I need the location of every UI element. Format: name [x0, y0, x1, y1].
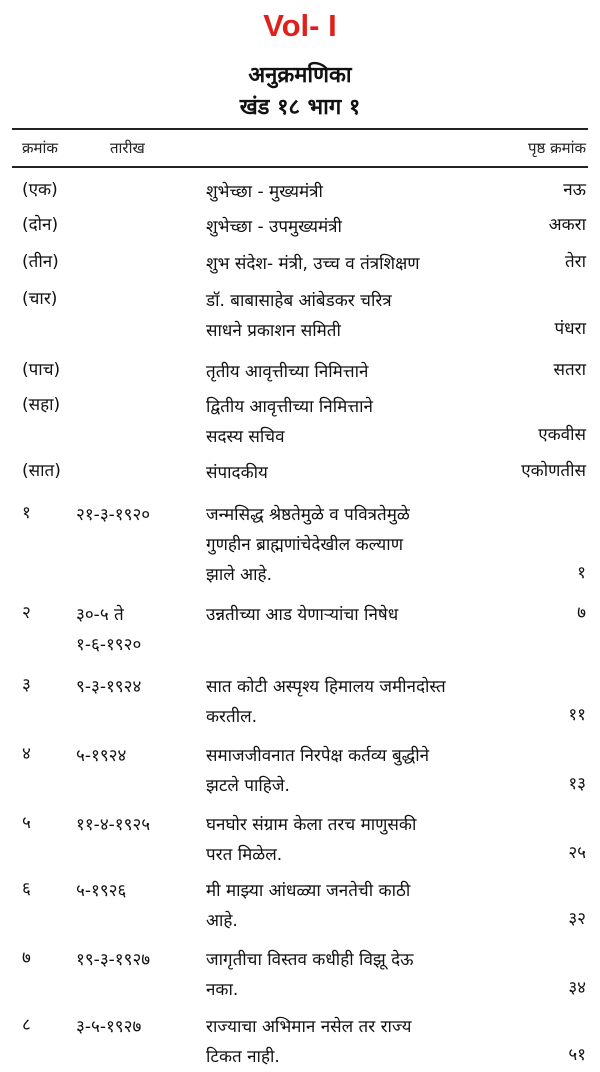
entry-page: एकोणतीस [521, 461, 586, 481]
entry-title-line: गुणहीन ब्राह्मणांचेदेखील कल्याण [206, 535, 403, 555]
entry-title-line: झटले पाहिजे. [206, 776, 290, 796]
entry-title [206, 500, 506, 590]
entry-date: ५-१९२६ [76, 881, 127, 901]
entry-page: १ [577, 563, 586, 583]
entry-date: ५-१९२४ [76, 746, 127, 766]
entry-page: १३ [568, 774, 586, 794]
entry-title [206, 392, 506, 452]
toc-subtitle: खंड १८ भाग १ [239, 95, 361, 120]
entry-title-line: परत मिळेल. [206, 845, 283, 865]
entry-title-line: झाले आहे. [206, 565, 272, 585]
header-page: पृष्ठ क्रमांक [527, 139, 586, 157]
entry-number: ५ [22, 813, 31, 833]
entry-title-line: जागृतीचा विस्तव कधीही विझू देऊ [206, 950, 414, 970]
entry-page: नऊ [563, 180, 586, 200]
entry-title-line: आहे. [206, 911, 238, 931]
entry-number: (दोन) [22, 215, 59, 235]
entry-page: ३४ [568, 978, 586, 998]
entry-title [206, 357, 506, 387]
entry-number: ३ [22, 675, 31, 695]
entry-date: ३०-५ ते १-६-१९२० [76, 605, 142, 655]
entry-title-line: जन्मसिद्ध श्रेष्ठतेमुळे व पवित्रतेमुळे [206, 505, 410, 525]
top-rule [12, 128, 588, 130]
entry-title-line: तृतीय आवृत्तीच्या निमित्ताने [206, 362, 369, 382]
entry-title [206, 177, 506, 207]
entry-title [206, 249, 506, 279]
entry-title-line: नका. [206, 980, 239, 1000]
entry-title [206, 672, 506, 732]
entry-number: (पाच) [22, 360, 61, 380]
entry-date: १९-३-१९२७ [76, 950, 151, 970]
entry-title [206, 600, 506, 630]
header-number: क्रमांक [22, 139, 58, 157]
entry-page: ७ [577, 603, 586, 623]
entry-page: ५१ [568, 1045, 586, 1065]
entry-number: ७ [22, 948, 31, 968]
entry-page: सतरा [553, 360, 586, 380]
entry-title [206, 876, 506, 936]
entry-number: (चार) [22, 289, 58, 309]
entry-title-line: समाजजीवनात निरपेक्ष कर्तव्य बुद्धीने [206, 746, 430, 766]
entry-title-line: सात कोटी अस्पृश्य हिमालय जमीनदोस्त [206, 677, 446, 697]
entry-title-line: करतील. [206, 707, 258, 727]
entry-number: १ [22, 503, 31, 523]
entry-number: (एक) [22, 180, 58, 200]
entry-number: (सहा) [22, 395, 61, 415]
entry-title-line: राज्याचा अभिमान नसेल तर राज्य [206, 1017, 412, 1037]
entry-title-line: घनघोर संग्राम केला तरच माणुसकी [206, 815, 417, 835]
entry-date: ३-५-१९२७ [76, 1017, 142, 1037]
entry-page: ३२ [568, 909, 586, 929]
entry-title [206, 945, 506, 1005]
header-rule [12, 166, 588, 168]
volume-label: Vol- I [263, 8, 337, 43]
entry-page: अकरा [548, 215, 586, 235]
entry-title-line: डॉ. बाबासाहेब आंबेडकर चरित्र [206, 291, 392, 311]
entry-title [206, 212, 506, 242]
toc-title: अनुक्रमणिका [248, 63, 352, 88]
entry-number: (सात) [22, 461, 61, 481]
entry-title-line: द्वितीय आवृत्तीच्या निमित्ताने [206, 397, 373, 417]
entry-date: ११-४-१९२५ [76, 815, 151, 835]
entry-title-line: उन्नतीच्या आड येणाऱ्यांचा निषेध [206, 605, 399, 625]
entry-title-line: शुभेच्छा - मुख्यमंत्री [206, 182, 323, 202]
entry-date: २१-३-१९२० [76, 505, 151, 525]
entry-date: ९-३-१९२४ [76, 677, 142, 697]
entry-title-line: मी माझ्या आंधळ्या जनतेची काठी [206, 881, 411, 901]
entry-page: पंधरा [554, 319, 586, 339]
entry-page: एकवीस [538, 425, 586, 445]
entry-number: ६ [22, 879, 31, 899]
entry-title-line: सदस्य सचिव [206, 427, 285, 447]
entry-number: ८ [22, 1015, 31, 1035]
entry-title [206, 810, 506, 870]
toc-heading [0, 60, 600, 124]
header-date: तारीख [110, 139, 145, 157]
entry-title [206, 1012, 506, 1072]
entry-number: ४ [22, 744, 31, 764]
entry-title-line: शुभ संदेश- मंत्री, उच्च व तंत्रशिक्षण [206, 254, 420, 274]
entry-page: तेरा [564, 252, 586, 272]
entry-title [206, 741, 506, 801]
entry-title-line: संपादकीय [206, 463, 268, 483]
entry-page: २५ [568, 843, 586, 863]
entry-title [206, 458, 506, 488]
entry-title-line: टिकत नाही. [206, 1047, 280, 1067]
entry-number: (तीन) [22, 252, 59, 272]
entry-title [206, 286, 506, 346]
entry-number: २ [22, 603, 31, 623]
entry-title-line: शुभेच्छा - उपमुख्यमंत्री [206, 217, 342, 237]
entry-page: ११ [568, 705, 586, 725]
entry-title-line: साधने प्रकाशन समिती [206, 321, 341, 341]
